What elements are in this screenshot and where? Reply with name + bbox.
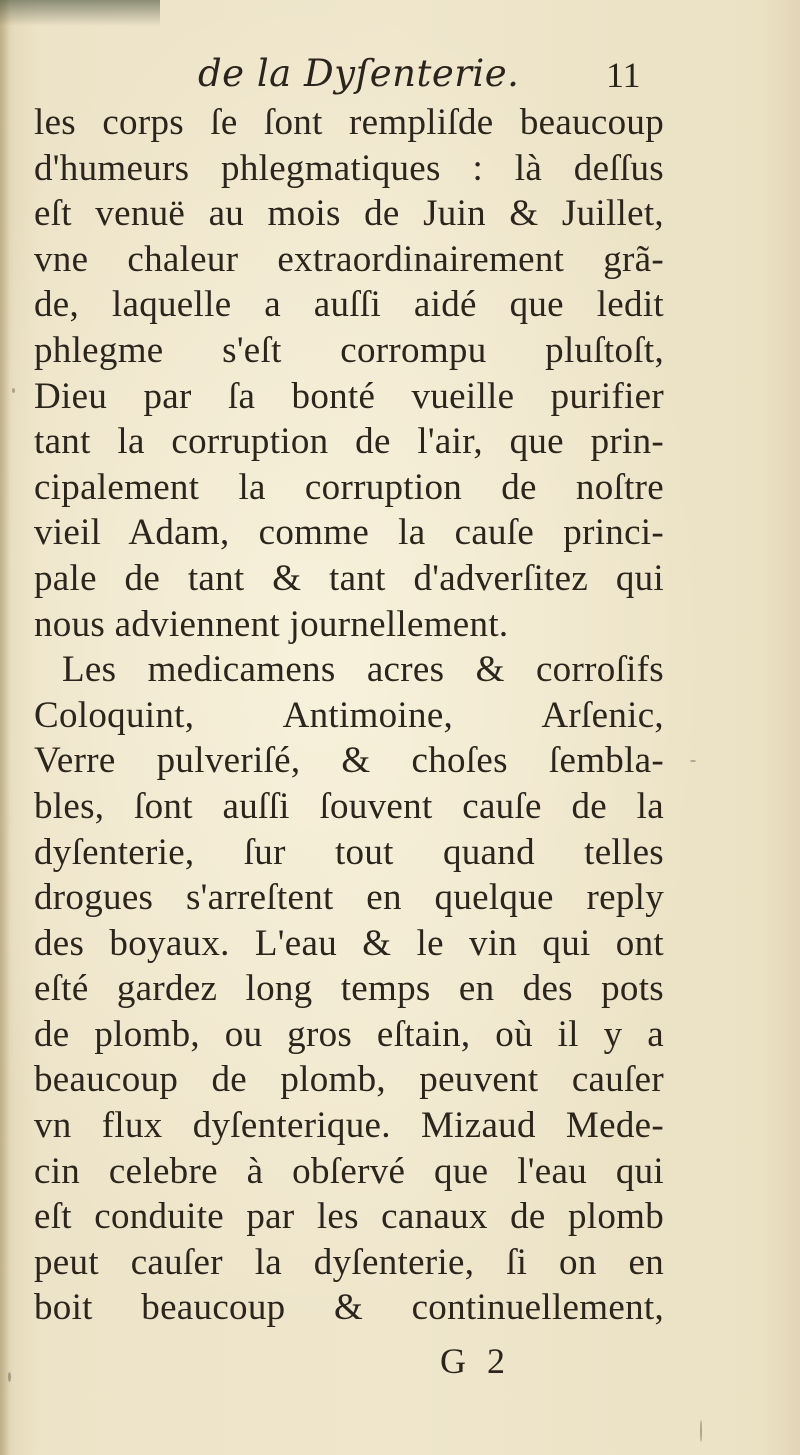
text-line: bles, ſont auſſi ſouvent cauſe de la: [34, 785, 664, 827]
text-line: tant la corruption de l'air, que prin-: [34, 421, 664, 463]
text-line: Verre pulveriſé, & choſes ſembla-: [34, 740, 664, 782]
text-line: les corps ſe ſont rempliſde beaucoup: [34, 102, 664, 143]
text-line: Les medicamens acres & corroſifs: [62, 649, 664, 691]
body-text: [34, 100, 664, 1331]
page-header: [0, 42, 800, 102]
text-line: Coloquint, Antimoine, Arſenic,: [34, 694, 664, 736]
text-line: vieil Adam, comme la cauſe princi-: [34, 512, 664, 554]
text-line: cipalement la corruption de noſtre: [34, 466, 664, 508]
text-line: eſt venuë au mois de Juin & Juillet,: [34, 193, 664, 235]
text-line: boit beaucoup & continuellement,: [34, 1287, 664, 1329]
text-line: eſté gardez long temps en des pots: [34, 968, 664, 1010]
paper-speck: [12, 388, 15, 393]
page-number: 11: [606, 55, 641, 95]
text-line: nous adviennent journellement.: [34, 603, 509, 645]
paper-speck: [690, 760, 696, 762]
text-line: Dieu par ſa bonté vueille purifier: [34, 375, 664, 417]
text-line: eſt conduite par les canaux de plomb: [34, 1196, 664, 1238]
corner-shadow: [0, 0, 160, 26]
paper-speck: [700, 1420, 702, 1442]
text-line: d'humeurs phlegmatiques : là deſſus: [34, 147, 664, 189]
text-line: dyſenterie, ſur tout quand telles: [34, 831, 664, 873]
text-line: de, laquelle a auſſi aidé que ledit: [34, 284, 664, 326]
text-line: phlegme s'eſt corrompu pluſtoſt,: [34, 329, 664, 371]
text-line: vne chaleur extraordinairement grã-: [34, 238, 664, 280]
text-line: beaucoup de plomb, peuvent cauſer: [34, 1059, 664, 1101]
text-line: cin celebre à obſervé que l'eau qui: [34, 1150, 664, 1192]
text-line: peut cauſer la dyſenterie, ſi on en: [34, 1241, 664, 1283]
text-line: drogues s'arreſtent en quelque reply: [34, 877, 664, 919]
text-line: vn flux dyſenterique. Mizaud Mede-: [34, 1105, 664, 1147]
running-title: de la Dyſenterie.: [198, 52, 520, 95]
text-line: pale de tant & tant d'adverſitez qui: [34, 557, 664, 599]
text-line: des boyaux. L'eau & le vin qui ont: [34, 922, 664, 964]
text-line: de plomb, ou gros eſtain, où il y a: [34, 1013, 664, 1055]
paper-speck: [8, 1372, 11, 1382]
signature-mark: G 2: [440, 1341, 511, 1381]
binding-edge: [0, 0, 10, 1455]
